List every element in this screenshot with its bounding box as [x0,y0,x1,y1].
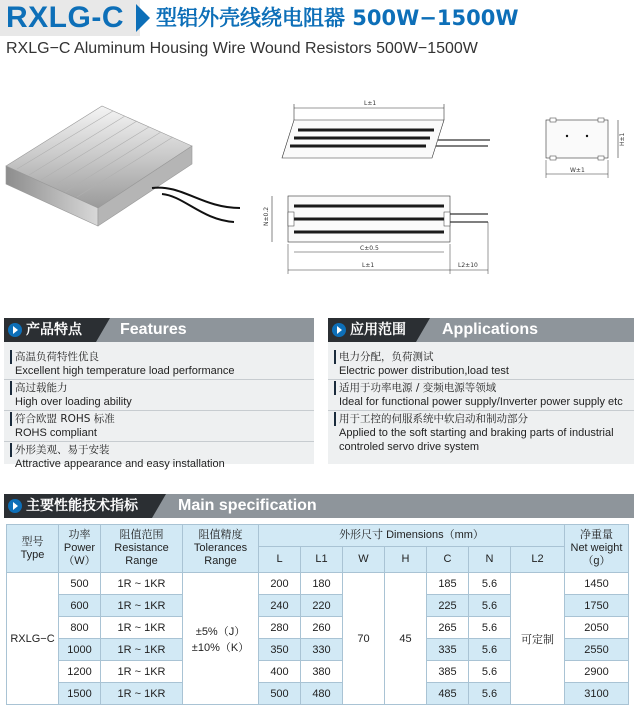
cell-model: RXLG−C [7,573,59,705]
application-en: Applied to the soft starting and braking parts of industrial controled servo drive system [339,427,614,453]
header-wedge [152,494,166,518]
page-header [0,0,637,36]
features-section-header [4,318,314,342]
cell-l2: 可定制 [511,573,565,705]
application-cn: 适用于功率电源 / 变频电源等领域 [334,381,634,395]
cell-tolerance: ±5%（J） ±10%（K） [183,573,259,705]
cell-l: 500 [259,683,301,705]
header-weight: 净重量 Net weight （g） [565,525,629,573]
cell-n: 5.6 [469,639,511,661]
cell-c: 385 [427,661,469,683]
cell-n: 5.6 [469,617,511,639]
header-range: 阻值范围 Resistance Range [101,525,183,573]
divider [328,410,634,411]
application-cn: 用于工控的伺服系统中软启动和制动部分 [334,412,634,426]
spec-cn-title: 主要性能技术指标 [26,498,138,514]
list-item [328,412,634,454]
list-item [328,381,634,409]
cell-w: 70 [343,573,385,705]
list-item [4,443,314,471]
cell-weight: 1450 [565,573,629,595]
header-l: L [259,547,301,573]
title-en: RXLG−C Aluminum Housing Wire Wound Resistors 500W−1500W [6,40,478,57]
cell-l1: 480 [301,683,343,705]
cell-range: 1R ~ 1KR [101,617,183,639]
model-label: RXLG-C [0,0,140,36]
header-arrow-icon [136,4,150,32]
cell-n: 5.6 [469,595,511,617]
cell-l1: 330 [301,639,343,661]
dim-c-label: C±0.5 [360,245,379,252]
divider [4,379,314,380]
spec-cn-title-box [4,494,152,518]
cell-power: 1000 [59,639,101,661]
dim-l2-label: L2±10 [458,262,478,269]
applications-en-title: Applications [442,321,539,338]
end-view-drawing [534,112,626,190]
cell-power: 800 [59,617,101,639]
application-en: Ideal for functional power supply/Inverter power supply etc [339,396,623,408]
features-cn-title: 产品特点 [26,322,82,338]
cell-c: 265 [427,617,469,639]
cell-power: 600 [59,595,101,617]
header-wedge [96,318,110,342]
cell-range: 1R ~ 1KR [101,661,183,683]
feature-en: Attractive appearance and easy installation [15,458,225,470]
cell-l: 280 [259,617,301,639]
header-type: 型号 Type [7,525,59,573]
cell-l1: 180 [301,573,343,595]
applications-section-header [328,318,634,342]
table-row [7,573,629,595]
cell-power: 1200 [59,661,101,683]
feature-cn: 符合欧盟 ROHS 标准 [10,412,314,426]
cell-c: 335 [427,639,469,661]
features-en-title: Features [120,321,187,338]
list-item [4,412,314,440]
cell-n: 5.6 [469,573,511,595]
header-c: C [427,547,469,573]
cell-l1: 380 [301,661,343,683]
features-cn-title-box [4,318,96,342]
cell-range: 1R ~ 1KR [101,639,183,661]
feature-en: ROHS compliant [15,427,97,439]
header-l1: L1 [301,547,343,573]
header-tolerance: 阻值精度 Tolerances Range [183,525,259,573]
application-cn: 电力分配，负荷测试 [334,350,634,364]
header-h: H [385,547,427,573]
cell-l: 350 [259,639,301,661]
applications-list [328,342,634,464]
cell-c: 485 [427,683,469,705]
cell-c: 185 [427,573,469,595]
dim-h-label: H±1 [619,132,626,146]
feature-cn: 高过载能力 [10,381,314,395]
dim-n-label: N±0.2 [263,206,270,226]
applications-cn-title-box [328,318,416,342]
cell-l1: 220 [301,595,343,617]
dim-l-label: L±1 [362,262,375,269]
header-wedge [416,318,430,342]
title-cn: 型铝外壳线绕电阻器 500W−1500W [156,6,519,30]
spec-table [6,524,629,705]
divider [328,379,634,380]
cell-weight: 1750 [565,595,629,617]
feature-cn: 外形美观、易于安装 [10,443,314,457]
divider [4,441,314,442]
dim-w-label: W±1 [570,167,585,174]
divider [4,410,314,411]
play-circle-icon [332,323,346,337]
play-circle-icon [8,323,22,337]
play-circle-icon [8,499,22,513]
cell-l: 240 [259,595,301,617]
cell-weight: 2900 [565,661,629,683]
applications-cn-title: 应用范围 [350,322,406,338]
cell-n: 5.6 [469,683,511,705]
cell-l1: 260 [301,617,343,639]
cell-l: 200 [259,573,301,595]
cell-weight: 2050 [565,617,629,639]
spec-section-header [4,494,634,518]
feature-cn: 高温负荷特性优良 [10,350,314,364]
features-list [4,342,314,470]
cell-weight: 3100 [565,683,629,705]
list-item [4,381,314,409]
cell-weight: 2550 [565,639,629,661]
cell-n: 5.6 [469,661,511,683]
cell-h: 45 [385,573,427,705]
header-w: W [343,547,385,573]
cell-power: 500 [59,573,101,595]
cell-range: 1R ~ 1KR [101,683,183,705]
header-dimensions: 外形尺寸 Dimensions（mm） [259,525,565,547]
cell-range: 1R ~ 1KR [101,573,183,595]
feature-en: Excellent high temperature load performance [15,365,235,377]
cell-power: 1500 [59,683,101,705]
cell-range: 1R ~ 1KR [101,595,183,617]
dim-l1-top-label: L±1 [364,100,377,107]
header-l2: L2 [511,547,565,573]
application-en: Electric power distribution,load test [339,365,509,377]
feature-en: High over loading ability [15,396,132,408]
top-view-drawing [258,186,498,286]
cell-l: 400 [259,661,301,683]
list-item [4,350,314,378]
header-n: N [469,547,511,573]
cell-c: 225 [427,595,469,617]
spec-en-title: Main specification [178,497,317,514]
product-photo [2,96,262,246]
side-view-drawing [276,96,496,176]
header-power: 功率 Power （W） [59,525,101,573]
list-item [328,350,634,378]
